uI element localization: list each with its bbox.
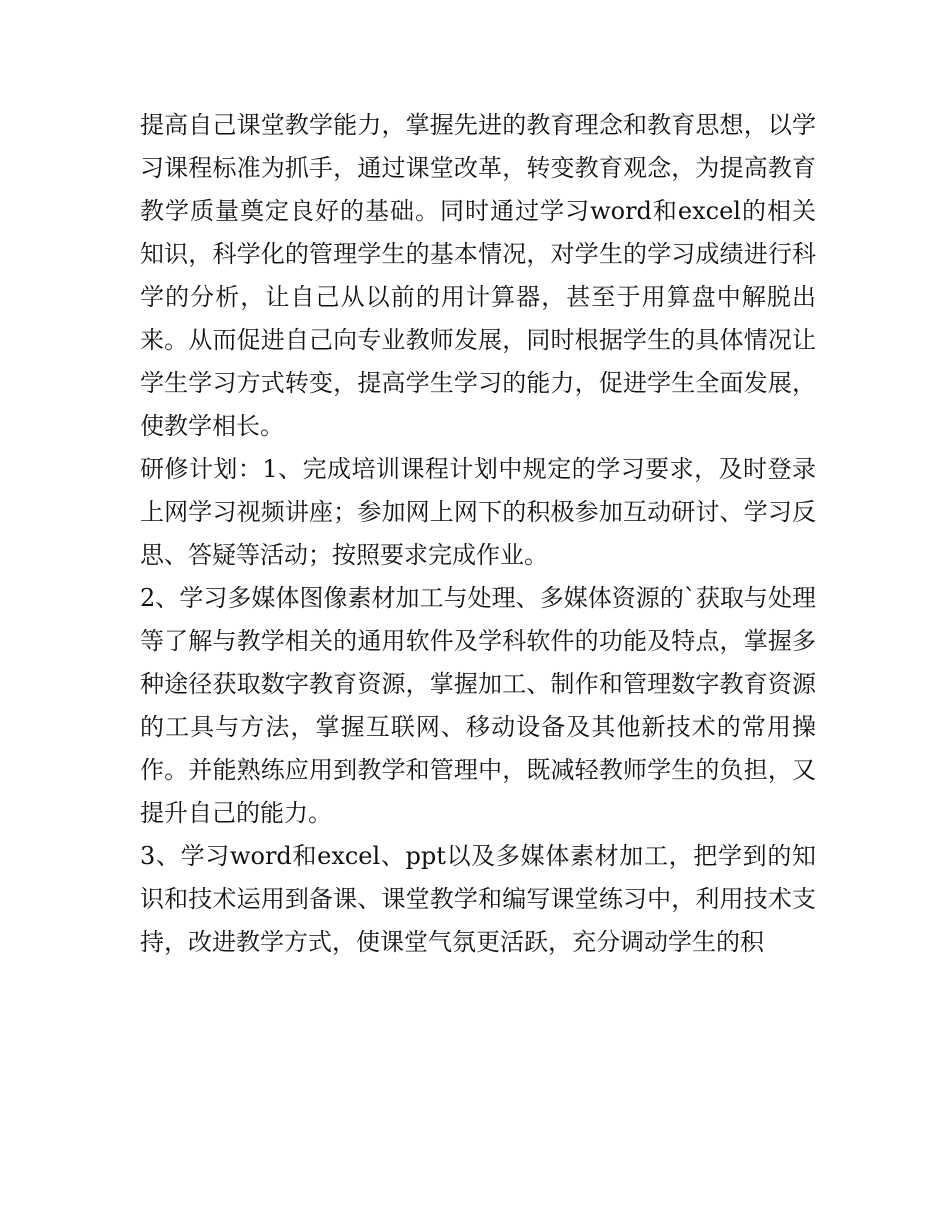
paragraph-intro: 提高自己课堂教学能力，掌握先进的教育理念和教育思想，以学习课程标准为抓手，通过课堂改革，转变教育观念，为提高教育教学质量奠定良好的基础。同时通过学习word和excel的相关知识，科学化的管理学生的基本情况，对学生的学习成绩进行科学的分析，让自己从以前的用计算器，甚至于用算盘中解脱出来。从而促进自己向专业教师发展，同时根据学生的具体情况让学生学习方式转变，提高学生学习的能力，促进学生全面发展，使教学相长。 xyxy=(140,111,816,440)
paragraph-plan-1: 研修计划：1、完成培训课程计划中规定的学习要求，及时登录上网学习视频讲座；参加网上网下的积极参加互动研讨、学习反思、答疑等活动；按照要求完成作业。 xyxy=(140,455,816,569)
paragraph-plan-2: 2、学习多媒体图像素材加工与处理、多媒体资源的`获取与处理等了解与教学相关的通用软件及学科软件的功能及特点，掌握多种途径获取数字教育资源，掌握加工、制作和管理数字教育资源的工具与方法，掌握互联网、移动设备及其他新技术的常用操作。并能熟练应用到教学和管理中，既减轻教师学生的负担，又提升自己的能力。 xyxy=(140,584,816,827)
document-body xyxy=(140,104,816,964)
paragraph-plan-3: 3、学习word和excel、ppt以及多媒体素材加工，把学到的知识和技术运用到备课、课堂教学和编写课堂练习中，利用技术支持，改进教学方式，使课堂气氛更活跃，充分调动学生的积 xyxy=(140,842,816,956)
